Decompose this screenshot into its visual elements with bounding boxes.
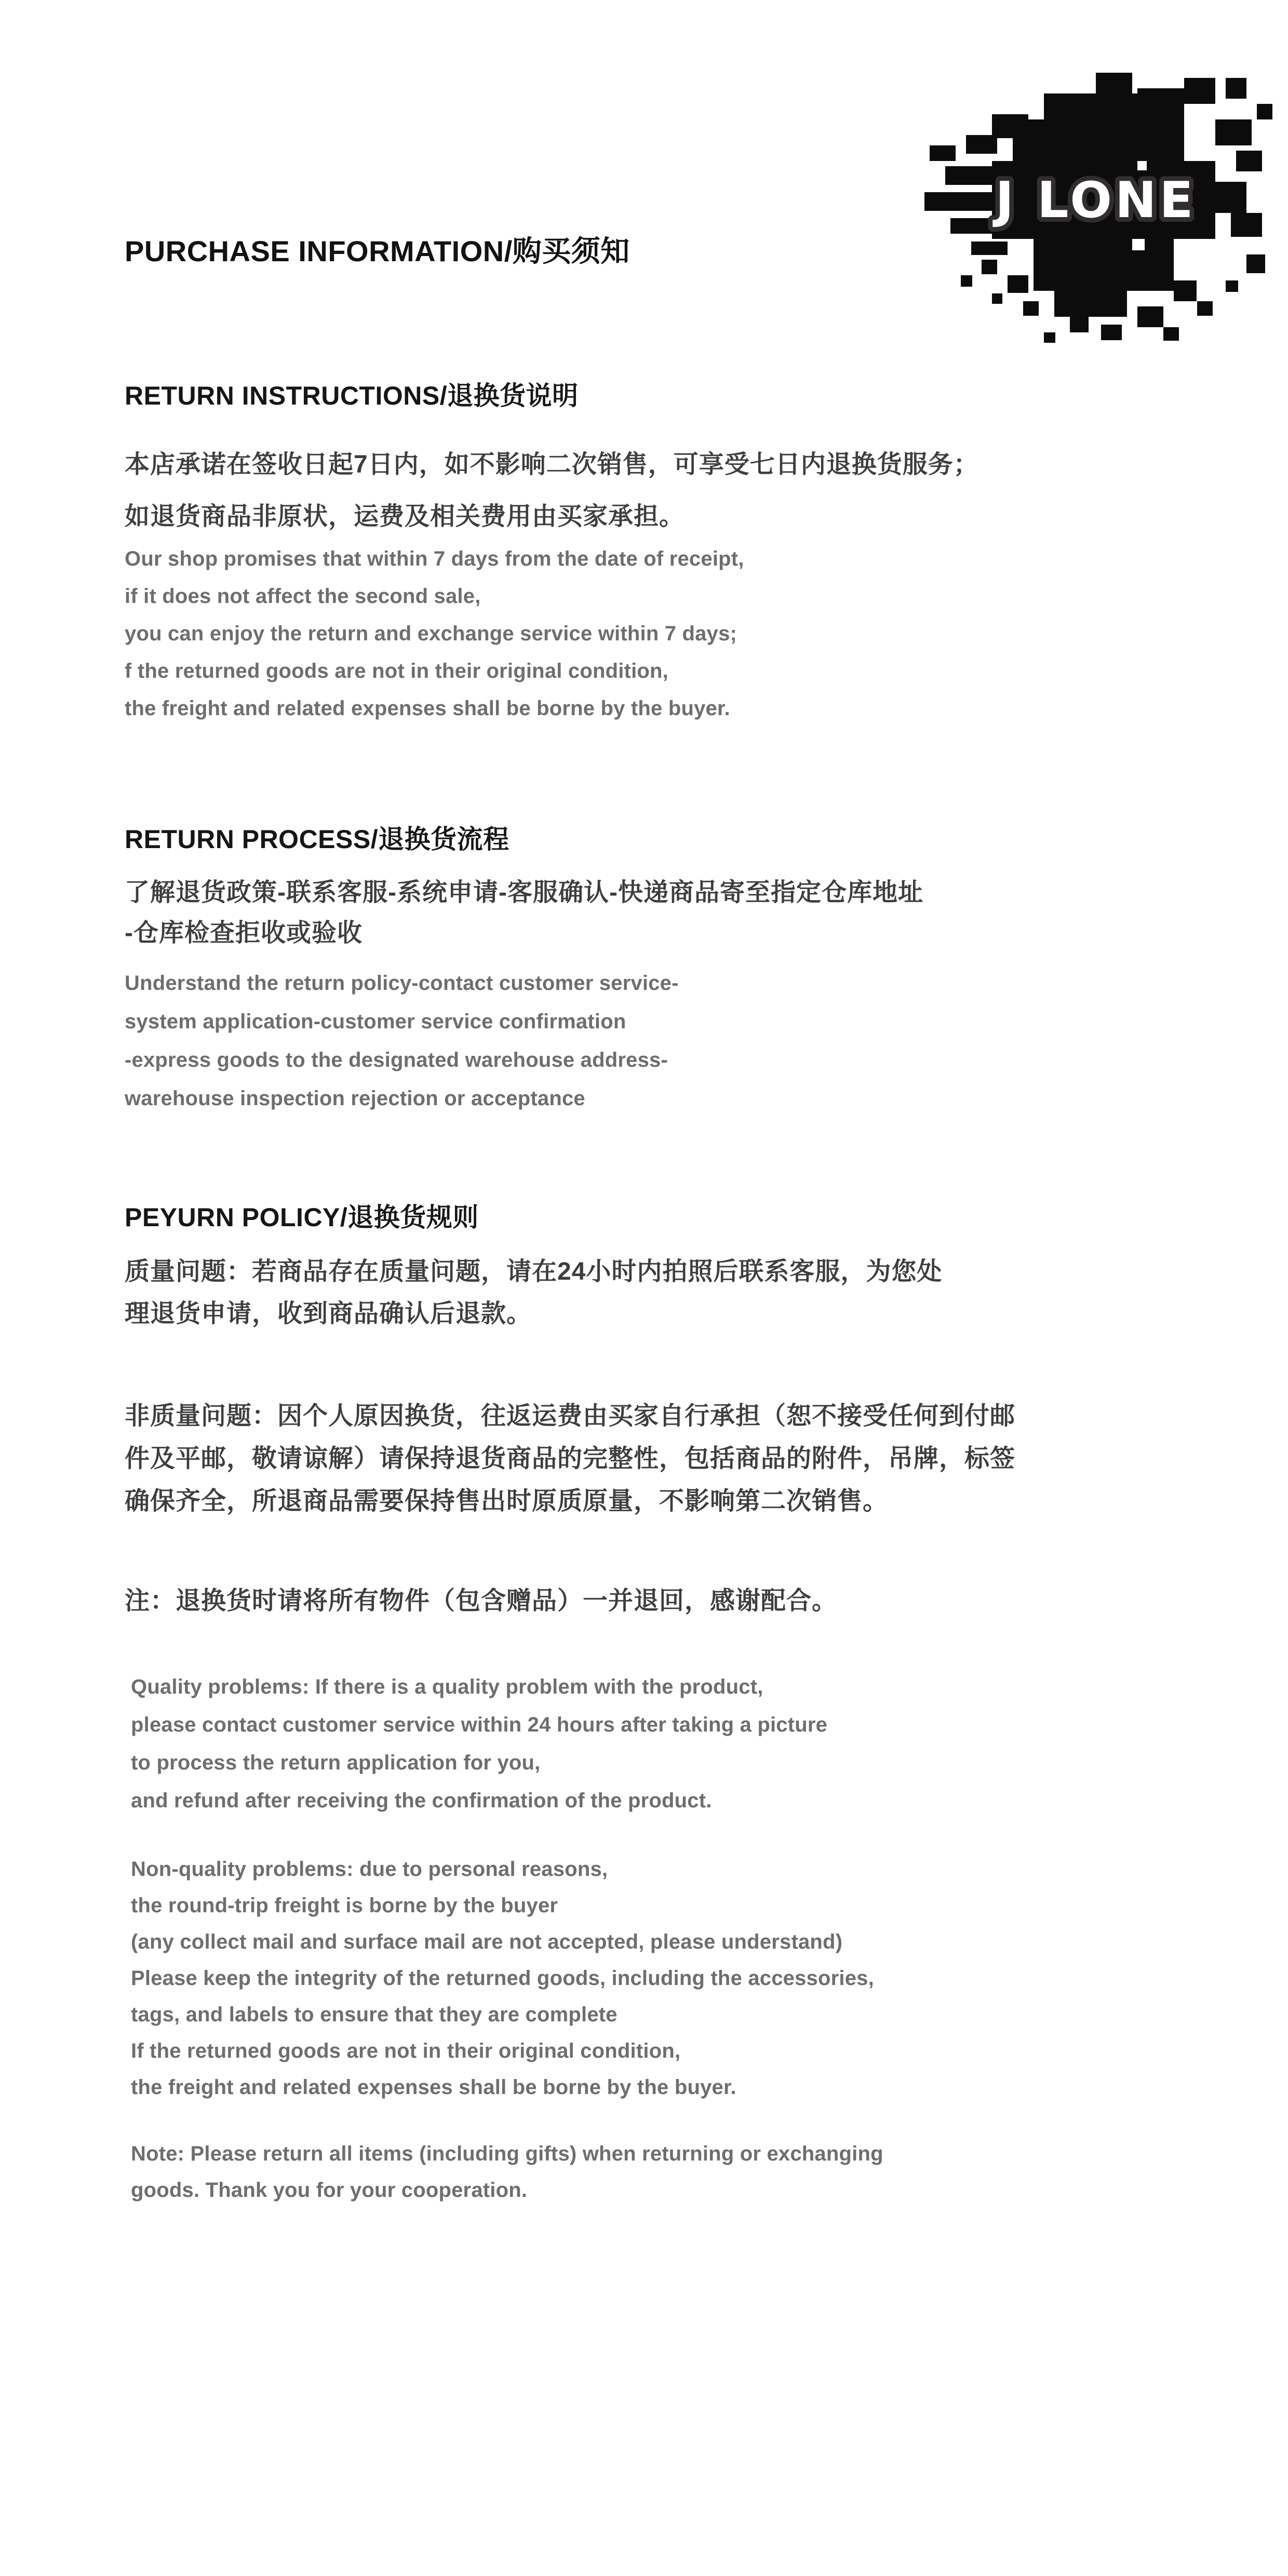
return-instructions-cn-paragraph	[125, 439, 979, 543]
text-line: f the returned goods are not in their original condition,	[125, 660, 668, 682]
text-line: Please keep the integrity of the returned goods, including the accessories,	[131, 1967, 874, 1990]
policy-quality-en-paragraph	[131, 1668, 827, 1820]
text-line: 件及平邮，敬请谅解）请保持退货商品的完整性，包括商品的附件，吊牌，标签	[125, 1445, 1016, 1472]
return-instructions-en-paragraph	[125, 540, 744, 727]
text-line: the freight and related expenses shall be borne by the buyer.	[125, 697, 730, 720]
text-line: 确保齐全，所退商品需要保持售出时原质原量，不影响第二次销售。	[125, 1487, 889, 1515]
text-line: 了解退货政策-联系客服-系统申请-客服确认-快递商品寄至指定仓库地址	[125, 879, 923, 906]
text-line: 非质量问题：因个人原因换货，往返运费由买家自行承担（恕不接受任何到付邮	[125, 1402, 1016, 1430]
text-line: -express goods to the designated warehouse address-	[125, 1049, 668, 1071]
text-line: tags, and labels to ensure that they are complete	[131, 2003, 618, 2026]
section-heading-return-instructions: RETURN INSTRUCTIONS/退换货说明	[125, 381, 579, 410]
text-line: 如退货商品非原状，运费及相关费用由买家承担。	[125, 503, 685, 530]
text-line: Note: Please return all items (including gifts) when returning or exchanging	[131, 2142, 883, 2165]
text-line: Quality problems: If there is a quality problem with the product,	[131, 1675, 763, 1698]
text-line: Non-quality problems: due to personal reasons,	[131, 1858, 608, 1881]
text-line: warehouse inspection rejection or acceptance	[125, 1087, 585, 1110]
brand-wordmark: J LONE	[995, 172, 1197, 229]
text-line: 注：退换货时请将所有物件（包含赠品）一并退回，感谢配合。	[125, 1587, 838, 1615]
text-line: to process the return application for you,	[131, 1751, 541, 1774]
policy-quality-cn-paragraph	[125, 1251, 942, 1335]
policy-non-quality-en-paragraph	[131, 1851, 874, 2105]
text-line: If the returned goods are not in their original condition,	[131, 2040, 681, 2062]
text-line: -仓库检查拒收或验收	[125, 919, 363, 947]
return-process-en-paragraph	[125, 964, 679, 1118]
policy-note-cn-paragraph	[125, 1580, 837, 1622]
text-line: system application-customer service confirmation	[125, 1010, 626, 1033]
policy-note-en-paragraph	[131, 2136, 883, 2208]
text-line: Understand the return policy-contact customer service-	[125, 972, 679, 995]
text-line: the freight and related expenses shall be borne by the buyer.	[131, 2076, 736, 2099]
text-line: 理退货申请，收到商品确认后退款。	[125, 1300, 532, 1327]
brand-logo	[914, 57, 1278, 348]
text-line: and refund after receiving the confirmation of the product.	[131, 1789, 712, 1812]
text-line: please contact customer service within 24 hours after taking a picture	[131, 1713, 828, 1736]
page-title: PURCHASE INFORMATION/购买须知	[125, 235, 630, 267]
text-line: 质量问题：若商品存在质量问题，请在24小时内拍照后联系客服，为您处	[125, 1258, 943, 1285]
text-line: the round-trip freight is borne by the buyer	[131, 1894, 558, 1917]
text-line: 本店承诺在签收日起7日内，如不影响二次销售，可享受七日内退换货服务；	[125, 451, 979, 478]
policy-non-quality-cn-paragraph	[125, 1395, 1015, 1523]
return-process-cn-paragraph	[125, 873, 923, 954]
text-line: (any collect mail and surface mail are not accepted, please understand)	[131, 1930, 843, 1953]
section-heading-return-process: RETURN PROCESS/退换货流程	[125, 825, 509, 854]
text-line: goods. Thank you for your cooperation.	[131, 2179, 528, 2202]
text-line: Our shop promises that within 7 days from the date of receipt,	[125, 547, 744, 570]
text-line: you can enjoy the return and exchange service within 7 days;	[125, 622, 737, 645]
section-heading-return-policy: PEYURN POLICY/退换货规则	[125, 1203, 479, 1232]
text-line: if it does not affect the second sale,	[125, 585, 481, 608]
